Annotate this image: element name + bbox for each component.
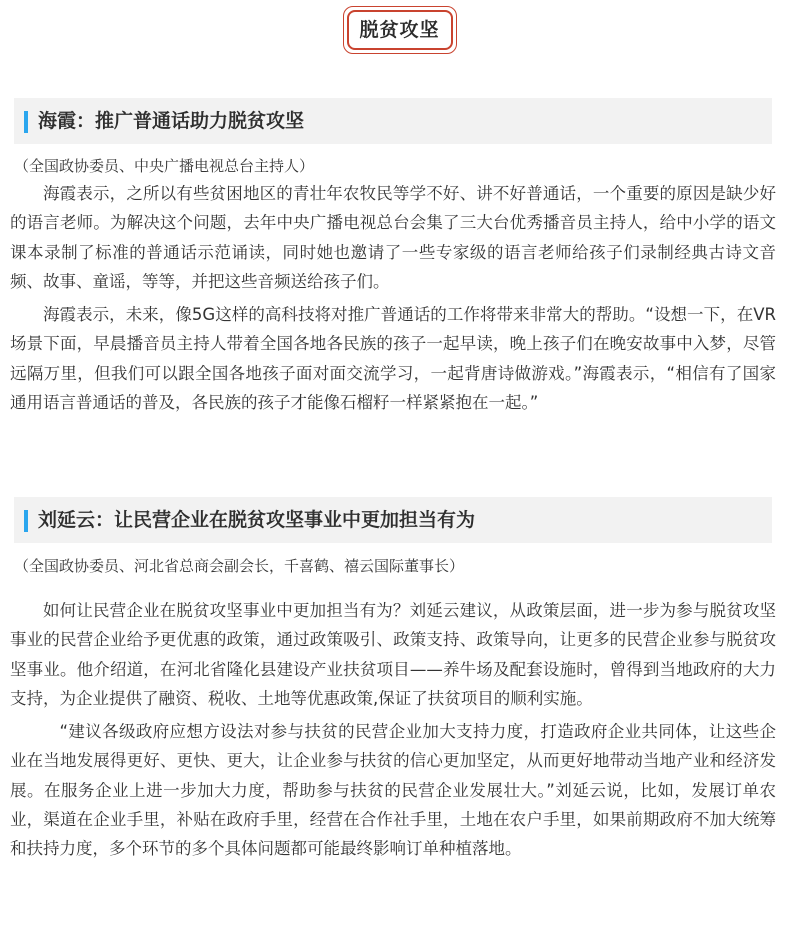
section-accent-bar [24,111,28,133]
section-body-2 [10,596,776,864]
section-body-1 [10,179,776,417]
section-header-1 [14,98,772,144]
section-title-2: 刘延云：让民营企业在脱贫攻坚事业中更加担当有为 [38,509,476,531]
section-badge [343,6,457,54]
paragraph: 海霞表示，未来，像5G这样的高科技将对推广普通话的工作将带来非常大的帮助。“设想一下，在VR场景下面，早晨播音员主持人带着全国各地各民族的孩子一起早读，晚上孩子们在晚安故事中入梦，尽管远隔万里，但我们可以跟全国各地孩子面对面交流学习，一起背唐诗做游戏。”海霞表示，“相信有了国家通用语言普通话的普及，各民族的孩子才能像石榴籽一样紧紧抱在一起。” [10,305,776,413]
paragraph: 如何让民营企业在脱贫攻坚事业中更加担当有为？刘延云建议，从政策层面，进一步为参与脱贫攻坚事业的民营企业给予更优惠的政策，通过政策吸引、政策支持、政策导向，让更多的民营企业参与脱贫攻坚事业。他介绍道，在河北省隆化县建设产业扶贫项目——养牛场及配套设施时，曾得到当地政府的大力支持，为企业提供了融资、税收、土地等优惠政策,保证了扶贫项目的顺利实施。 [10,601,776,708]
badge-wrap [0,6,799,54]
section-byline-2: （全国政协委员、河北省总商会副会长，千喜鹤、禧云国际董事长） [14,557,465,575]
section-byline-1: （全国政协委员、中央广播电视总台主持人） [14,157,315,175]
section-header-2 [14,497,772,543]
section-badge-label: 脱贫攻坚 [347,10,453,50]
paragraph: 海霞表示，之所以有些贫困地区的青壮年农牧民等学不好、讲不好普通话，一个重要的原因是缺少好的语言老师。为解决这个问题，去年中央广播电视总台会集了三大台优秀播音员主持人，给中小学的语文课本录制了标准的普通话示范诵读，同时她也邀请了一些专家级的语言老师给孩子们录制经典古诗文音频、故事、童谣，等等，并把这些音频送给孩子们。 [10,184,776,291]
paragraph: “建议各级政府应想方设法对参与扶贫的民营企业加大支持力度，打造政府企业共同体，让这些企业在当地发展得更好、更快、更大，让企业参与扶贫的信心更加坚定，从而更好地带动当地产业和经济发展。在服务企业上进一步加大力度，帮助参与扶贫的民营企业发展壮大。”刘延云说，比如，发展订单农业，渠道在企业手里，补贴在政府手里，经营在合作社手里，土地在农户手里，如果前期政府不加大统筹和扶持力度，多个环节的多个具体问题都可能最终影响订单种植落地。 [10,722,776,859]
section-title-1: 海霞：推广普通话助力脱贫攻坚 [38,110,305,132]
section-accent-bar [24,510,28,532]
